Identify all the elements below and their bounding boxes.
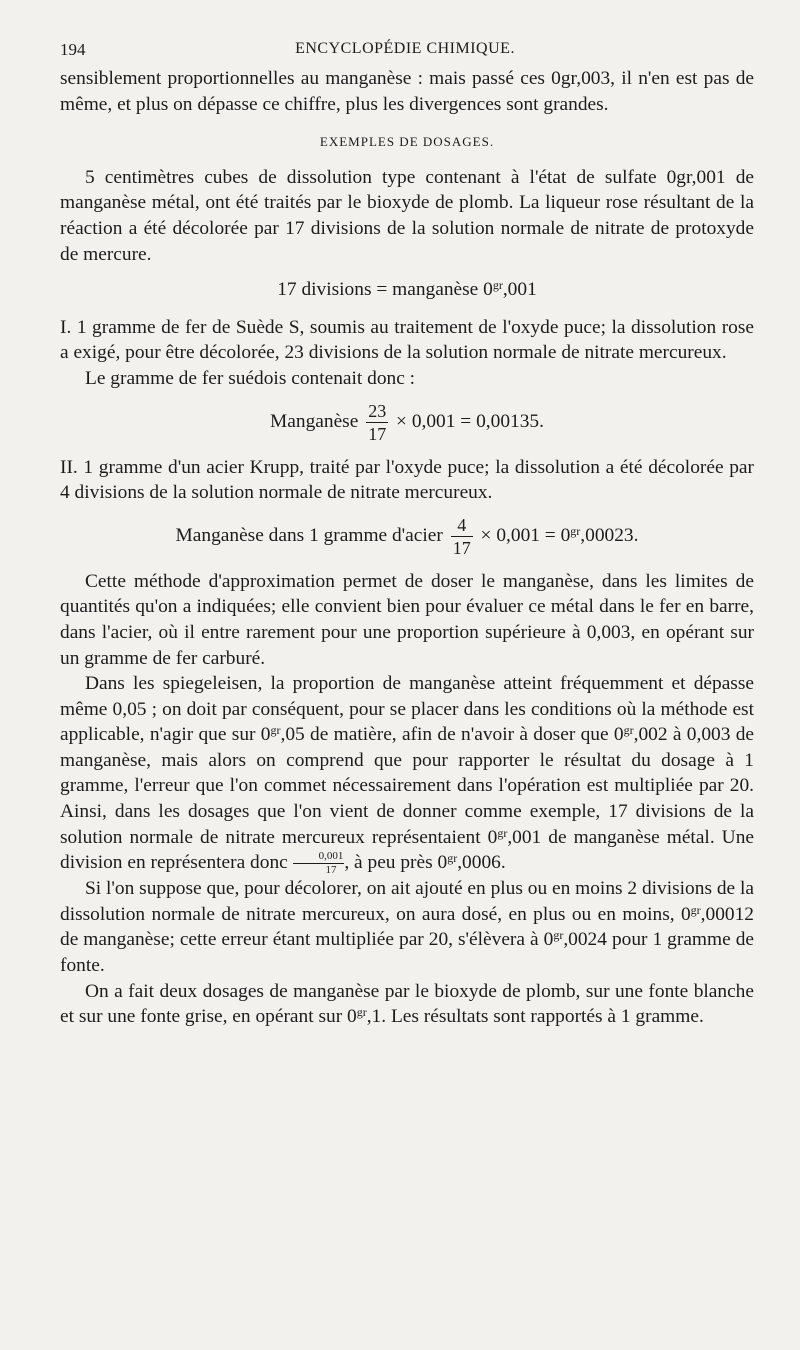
paragraph-type-solution: 5 centimètres cubes de dissolution type contenant à l'état de sulfate 0gr,001 de manganèse métal, ont été traités par le bioxyde de plomb. La liqueur rose résultant de la réaction a été décolorée par 17 divisions de la solution normale de nitrate de protoxyde de mercure.	[60, 166, 754, 265]
fraction	[451, 516, 473, 557]
unit-superscript: gr	[570, 523, 581, 538]
paragraph-example-one: I. 1 gramme de fer de Suède S, soumis au traitement de l'oxyde puce; la dissolution rose a exigé, pour être décolorée, 23 divisions de la solution normale de nitrate mercureux.	[60, 316, 754, 364]
equation-example-one	[60, 402, 754, 443]
fraction-numerator: 4	[451, 516, 473, 537]
paragraph-cast-iron	[60, 979, 754, 1030]
equation-result: × 0,001 = 0,00135.	[391, 410, 544, 432]
equation-example-two	[60, 516, 754, 557]
paragraph-conclusion-one: Le gramme de fer suédois contenait donc :	[85, 367, 416, 389]
equation-sign: =	[371, 279, 393, 301]
page-number: 194	[60, 40, 86, 59]
text-run: ,1. Les résultats sont rapportés à 1 gramme.	[366, 1006, 704, 1028]
equation-calibration	[60, 277, 754, 303]
text-run: ,002 à 0,003 de manganèse, mais alors on comprend que pour rapporter le résultat du dosage à 1 gramme, l'erreur que l'on commet nécessairement dans l'opération est multipliée par 20. Ainsi, dans les dosages que l'on vient de donner comme exemple, 17 divisions de la solution normale de nitrate mercureux représentaient 0	[60, 724, 755, 848]
fraction-denominator: 17	[452, 537, 471, 558]
paragraph-intro: sensiblement proportionnelles au manganèse : mais passé ces 0gr,003, il n'en est pas de même, et plus on dépasse ce chiffre, plus les divergences sont grandes.	[60, 68, 754, 115]
text-run: ,001 de manganèse métal. Une division en représentera donc	[60, 826, 754, 874]
page-header	[60, 40, 750, 64]
unit-superscript: gr	[497, 825, 508, 840]
paragraph-spiegeleisen	[60, 671, 754, 876]
equation-result: × 0,001 = 0	[475, 524, 571, 546]
unit-superscript: gr	[270, 723, 281, 738]
fraction-numerator: 0,001	[293, 851, 345, 864]
equation-right-value: ,001	[502, 279, 537, 301]
equation-label: Manganèse dans 1 gramme d'acier	[175, 524, 448, 546]
paragraph-error-estimate	[60, 876, 754, 978]
unit-superscript: gr	[492, 278, 503, 293]
unit-superscript: gr	[690, 902, 701, 917]
equation-label: Manganèse	[270, 410, 364, 432]
paragraph-example-two: II. 1 gramme d'un acier Krupp, traité par l'oxyde puce; la dissolution a été décolorée par 4 divisions de la solution normale de nitrate mercureux.	[60, 456, 754, 504]
unit-superscript: gr	[356, 1005, 367, 1020]
equation-right: manganèse 0	[392, 279, 493, 301]
text-run: Dans les spiegeleisen, la proportion de manganèse atteint fréquemment et dépasse même 0,05 ; on doit par conséquent, pour se placer dans les conditions où la méthode est applicable, n'agir que sur 0	[60, 673, 754, 746]
section-heading: EXEMPLES DE DOSAGES.	[319, 134, 495, 150]
fraction	[366, 402, 388, 443]
fraction-numerator: 23	[368, 400, 387, 421]
text-run: , à peu près 0	[344, 852, 448, 874]
text-run: ,05 de matière, afin de n'avoir à doser que 0	[280, 724, 624, 746]
text-run: On a fait deux dosages de manganèse par le bioxyde de plomb, sur une fonte blanche et sur une fonte grise, en opérant sur 0	[60, 980, 754, 1028]
unit-superscript: gr	[447, 851, 458, 866]
running-title: ENCYCLOPÉDIE CHIMIQUE.	[295, 40, 515, 57]
text-run: ,0006.	[457, 852, 506, 874]
text-run: ,0024 pour 1 gramme de fonte.	[60, 929, 755, 977]
text-run: ,00012 de manganèse; cette erreur étant multipliée par 20, s'élèvera à 0	[60, 903, 754, 951]
unit-superscript: gr	[553, 928, 564, 943]
fraction-denominator: 17	[368, 423, 387, 444]
fraction-denominator: 17	[325, 864, 337, 877]
body-text	[60, 66, 754, 1030]
equation-left: 17 divisions	[277, 279, 372, 301]
paragraph-method-summary: Cette méthode d'approximation permet de doser le manganèse, dans les limites de quantités qu'on a indiquées; elle convient bien pour évaluer ce métal dans le fer en barre, dans l'acier, où il entre rarement pour une proportion supérieure à 0,003, en opérant sur un gramme de fer carburé.	[60, 570, 754, 669]
equation-result-value: ,00023.	[580, 524, 639, 546]
text-run: Si l'on suppose que, pour décolorer, on ait ajouté en plus ou en moins 2 divisions de la dissolution normale de nitrate mercureux, on aura dosé, en plus ou en moins, 0	[60, 878, 754, 925]
inline-fraction	[293, 851, 345, 876]
unit-superscript: gr	[623, 723, 634, 738]
